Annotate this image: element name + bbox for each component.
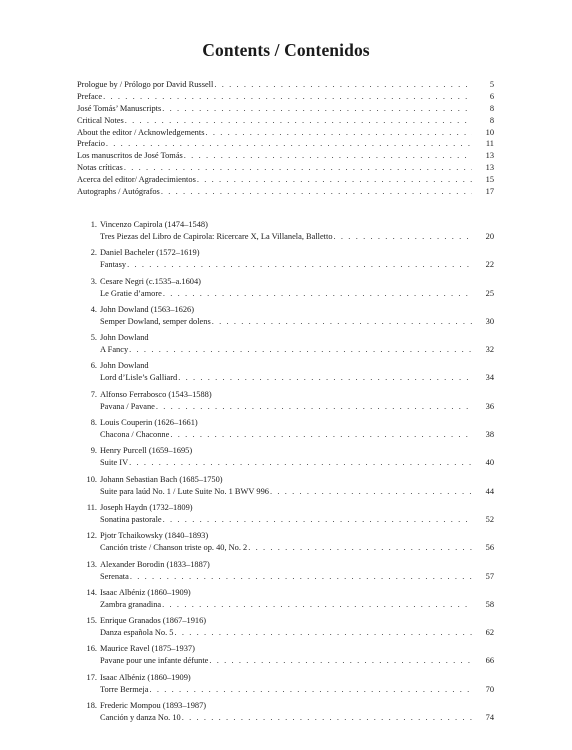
toc-entry-page: 13 [485, 163, 494, 173]
work-title: Semper Dowland, semper dolens [100, 316, 211, 326]
piece-entry[interactable] [77, 672, 494, 700]
piece-entry[interactable] [77, 559, 494, 587]
leader-dots [129, 344, 472, 357]
composer-name: Alexander Borodin (1833–1887) [100, 559, 210, 569]
leader-dots [129, 457, 472, 470]
toc-entry-label: About the editor / Acknowledgements [77, 127, 205, 137]
work-title: Torre Bermeja [100, 684, 149, 694]
piece-entry[interactable] [77, 643, 494, 671]
composer-name: Frederic Mompou (1893–1987) [100, 701, 207, 711]
composer-name: Daniel Bacheler (1572–1619) [100, 248, 200, 258]
leader-dots [178, 372, 472, 385]
piece-entry[interactable] [77, 445, 494, 473]
work-title: Serenata [100, 571, 129, 581]
toc-entry[interactable] [77, 103, 494, 115]
piece-page: 40 [485, 458, 494, 468]
toc-entry[interactable] [77, 162, 494, 174]
piece-page: 66 [485, 656, 494, 666]
composer-name: Louis Couperin (1626–1661) [100, 418, 198, 428]
toc-entry-label: José Tomás’ Manuscripts [77, 103, 162, 113]
work-title: Fantasy [100, 260, 127, 270]
piece-number: 1. [90, 220, 97, 229]
leader-dots [170, 429, 472, 442]
toc-entry-page: 6 [489, 91, 494, 101]
toc-entry-label: Prefacio [77, 139, 105, 149]
work-title: Canción triste / Chanson triste op. 40, No. 2 [100, 543, 248, 553]
composer-name: Alfonso Ferrabosco (1543–1588) [100, 389, 212, 399]
composer-name: Maurice Ravel (1875–1937) [100, 644, 195, 654]
composer-name: Enrique Granados (1867–1916) [100, 616, 207, 626]
piece-page: 52 [485, 514, 494, 524]
piece-number: 14. [86, 587, 97, 597]
piece-page: 25 [485, 288, 494, 298]
piece-number: 2. [90, 248, 97, 258]
toc-entry-label: Autographs / Autógrafos [77, 187, 160, 197]
toc-entry-page: 8 [489, 115, 494, 125]
toc-entry-label: Critical Notes [77, 115, 124, 125]
leader-dots [124, 162, 472, 174]
piece-entry[interactable] [77, 417, 494, 445]
piece-page: 34 [485, 373, 494, 383]
piece-entry[interactable] [77, 474, 494, 502]
leader-dots [149, 684, 472, 697]
work-title: Suite IV [100, 458, 129, 468]
leader-dots [103, 91, 472, 103]
toc-entry-label: Acerca del editor/ Agradecimientos [77, 175, 196, 185]
piece-number: 5. [90, 333, 97, 343]
leader-dots [212, 316, 472, 329]
piece-page: 32 [485, 345, 494, 355]
toc-entry-label: Prologue by / Prólogo por David Russell [77, 80, 214, 89]
toc-entry[interactable] [77, 127, 494, 139]
composer-name: John Dowland [100, 333, 149, 343]
toc-entry-page: 8 [489, 103, 494, 113]
leader-dots [125, 115, 472, 127]
leader-dots [209, 655, 472, 668]
leader-dots [161, 186, 472, 198]
toc-entry[interactable] [77, 174, 494, 186]
toc-entry-label: Los manuscritos de José Tomás [77, 151, 183, 161]
piece-entry[interactable] [77, 615, 494, 643]
piece-entry[interactable] [77, 700, 494, 728]
composer-name: Pjotr Tchaikowsky (1840–1893) [100, 531, 209, 541]
toc-entry-page: 17 [485, 187, 494, 197]
leader-dots [248, 542, 472, 555]
composer-name: Isaac Albéniz (1860–1909) [100, 587, 191, 597]
piece-number: 17. [86, 672, 97, 682]
piece-entry[interactable] [77, 276, 494, 304]
piece-number: 15. [86, 616, 97, 626]
piece-page: 58 [485, 599, 494, 609]
toc-entry-label: Preface [77, 91, 103, 101]
piece-number: 13. [86, 559, 97, 569]
piece-entry[interactable] [77, 360, 494, 388]
leader-dots [130, 571, 472, 584]
front-matter-list [77, 79, 494, 198]
leader-dots [175, 627, 473, 640]
piece-number: 7. [90, 389, 97, 399]
toc-entry-label: Notas críticas [77, 163, 123, 173]
composer-name: Johann Sebastian Bach (1685–1750) [100, 474, 223, 484]
leader-dots [162, 103, 472, 115]
piece-page: 57 [485, 571, 494, 581]
piece-number: 9. [90, 446, 97, 456]
piece-entry[interactable] [77, 332, 494, 360]
composer-name: John Dowland (1563–1626) [100, 304, 194, 314]
leader-dots [106, 138, 472, 150]
pieces-list [77, 219, 494, 728]
work-title: Pavane pour une infante défunte [100, 656, 209, 666]
piece-entry[interactable] [77, 304, 494, 332]
piece-page: 70 [485, 684, 494, 694]
toc-entry[interactable] [77, 115, 494, 127]
leader-dots [163, 514, 472, 527]
work-title: Lord d’Lisle’s Galliard [100, 373, 178, 383]
piece-entry[interactable] [77, 502, 494, 530]
leader-dots [197, 174, 472, 186]
work-title: Tres Piezas del Libro de Capirola: Ricercare X, La Villanela, Balletto [100, 232, 333, 241]
toc-entry[interactable] [77, 186, 494, 198]
piece-number: 4. [90, 304, 97, 314]
piece-page: 20 [485, 232, 494, 241]
work-title: Zambra granadina [100, 599, 162, 609]
composer-name: Isaac Albéniz (1860–1909) [100, 672, 191, 682]
toc-entry[interactable] [77, 91, 494, 103]
piece-number: 18. [86, 701, 97, 711]
work-title: A Fancy [100, 345, 129, 355]
piece-page: 38 [485, 430, 494, 440]
work-title: Pavana / Pavane [100, 401, 155, 411]
toc-entry[interactable] [77, 79, 494, 91]
composer-name: Henry Purcell (1659–1695) [100, 446, 193, 456]
composer-name: Vincenzo Capirola (1474–1548) [100, 220, 208, 229]
piece-page: 62 [485, 628, 494, 638]
piece-entry[interactable] [77, 247, 494, 275]
toc-entry-page: 13 [485, 151, 494, 161]
piece-number: 12. [86, 531, 97, 541]
work-title: Danza española No. 5 [100, 628, 174, 638]
leader-dots [156, 401, 472, 414]
leader-dots [163, 288, 472, 301]
page-title: Contents / Contenidos [202, 40, 370, 60]
work-title: Canción y danza No. 10 [100, 713, 181, 723]
piece-number: 8. [90, 418, 97, 428]
toc-entry-page: 5 [489, 80, 494, 89]
composer-name: Joseph Haydn (1732–1809) [100, 502, 193, 512]
toc-entry[interactable] [77, 138, 494, 150]
work-title: Sonatina pastorale [100, 514, 162, 524]
piece-page: 74 [485, 713, 494, 723]
leader-dots [205, 127, 472, 139]
toc-entry-page: 15 [485, 175, 494, 185]
leader-dots [127, 259, 472, 272]
leader-dots [184, 150, 472, 162]
work-title: Chacona / Chaconne [100, 430, 170, 440]
piece-page: 30 [485, 316, 494, 326]
leader-dots [162, 599, 472, 612]
piece-number: 10. [86, 474, 97, 484]
piece-number: 16. [86, 644, 97, 654]
leader-dots [214, 79, 472, 91]
piece-number: 3. [90, 276, 97, 286]
piece-entry[interactable] [77, 219, 494, 247]
piece-page: 44 [485, 486, 494, 496]
leader-dots [334, 231, 472, 244]
piece-entry[interactable] [77, 389, 494, 417]
piece-number: 6. [90, 361, 97, 371]
composer-name: Cesare Negri (c.1535–a.1604) [100, 276, 201, 286]
toc-entry[interactable] [77, 150, 494, 162]
leader-dots [182, 712, 472, 725]
piece-page: 22 [485, 260, 494, 270]
work-title: Suite para laúd No. 1 / Lute Suite No. 1 BWV 996 [100, 486, 269, 496]
piece-entry[interactable] [77, 587, 494, 615]
leader-dots [270, 486, 472, 499]
piece-number: 11. [86, 502, 97, 512]
toc-entry-page: 10 [485, 127, 494, 137]
toc-entry-page: 11 [485, 139, 494, 149]
work-title: Le Gratie d’amore [100, 288, 162, 298]
piece-page: 56 [485, 543, 494, 553]
piece-page: 36 [485, 401, 494, 411]
composer-name: John Dowland [100, 361, 149, 371]
piece-entry[interactable] [77, 530, 494, 558]
